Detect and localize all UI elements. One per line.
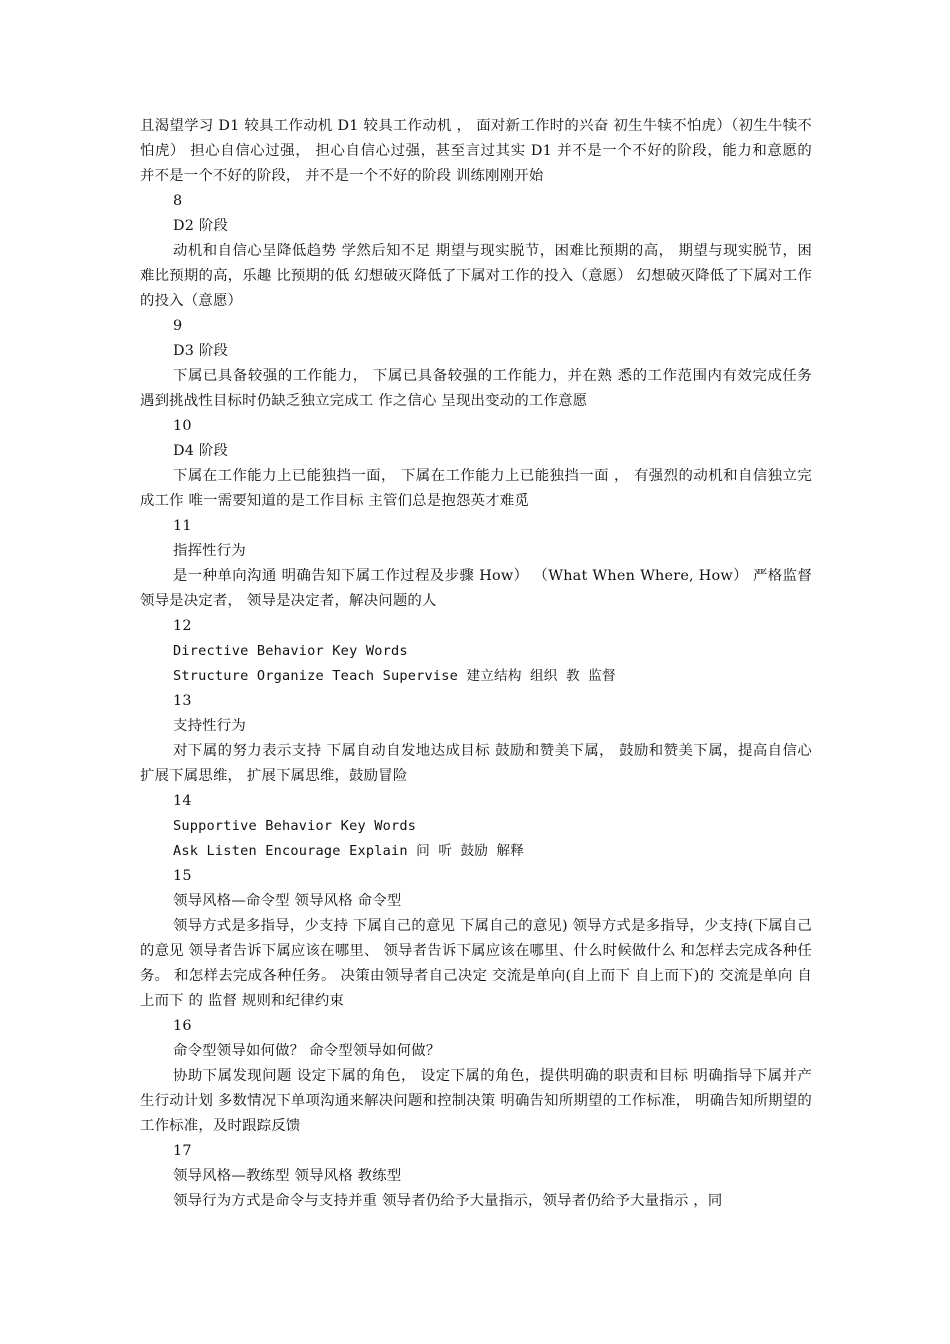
keywords-line: Structure Organize Teach Supervise 建立结构 组织 教 监督 [173,668,616,684]
section-heading: 领导风格—教练型 领导风格 教练型 [173,1168,402,1184]
slide-number: 12 [173,618,192,634]
slide-number: 9 [173,318,183,334]
paragraph: 领导行为方式是命令与支持并重 领导者仍给予大量指示，领导者仍给予大量指示 ，同 [173,1193,723,1209]
section-heading: D3 阶段 [173,343,229,359]
slide-number: 13 [173,693,192,709]
slide-number: 11 [173,518,192,534]
keywords-line: Ask Listen Encourage Explain 问 听 鼓励 解释 [173,843,525,859]
paragraph-continued: 且渴望学习 D1 较具工作动机 D1 较具工作动机 ， 面对新工作时的兴奋 初生牛犊不怕虎）（初生牛犊不怕虎） 担心自信心过强， 担心自信心过强，甚至言过其实 D1 并不是一个不好的阶段，能力和意愿的 并不是一个不好的阶段， 并不是一个不好的阶段 训练刚刚开始 [140,118,817,184]
section-heading: D4 阶段 [173,443,229,459]
section-heading: D2 阶段 [173,218,229,234]
paragraph: 对下属的努力表示支持 下属自动自发地达成目标 鼓励和赞美下属， 鼓励和赞美下属，提高自信心 扩展下属思维， 扩展下属思维，鼓励冒险 [140,743,817,784]
document-page [140,114,817,1214]
paragraph: 协助下属发现问题 设定下属的角色， 设定下属的角色，提供明确的职责和目标 明确指导下属并产生行动计划 多数情况下单项沟通来解决问题和控制决策 明确告知所期望的工作标准， 明确告知所期望的工作标准，及时跟踪反馈 [140,1068,812,1134]
section-heading: 领导风格—命令型 领导风格 命令型 [173,893,402,909]
slide-number: 8 [173,193,183,209]
slide-number: 15 [173,868,192,884]
section-heading: 命令型领导如何做？ 命令型领导如何做？ [173,1043,441,1059]
slide-number: 16 [173,1018,192,1034]
slide-number: 14 [173,793,192,809]
paragraph: 领导方式是多指导，少支持 下属自己的意见 下属自己的意见) 领导方式是多指导，少支持(下属自己的意见 领导者告诉下属应该在哪里、 领导者告诉下属应该在哪里、什么时候做什么 和怎样去完成各种任务。 和怎样去完成各种任务。 决策由领导者自己决定 交流是单向(自上而下 自上而下)的 交流是单向 自上而下 的 监督 规则和纪律约束 [140,918,812,1009]
slide-number: 17 [173,1143,192,1159]
paragraph: 是一种单向沟通 明确告知下属工作过程及步骤 How） （What When Where, How） 严格监督 领导是决定者， 领导是决定者，解决问题的人 [140,568,817,609]
section-heading: 指挥性行为 [173,543,246,559]
paragraph: 下属在工作能力上已能独挡一面， 下属在工作能力上已能独挡一面 ， 有强烈的动机和自信独立完成工作 唯一需要知道的是工作目标 主管们总是抱怨英才难觅 [140,468,812,509]
slide-number: 10 [173,418,192,434]
paragraph: 下属已具备较强的工作能力， 下属已具备较强的工作能力，并在熟 悉的工作范围内有效完成任务 遇到挑战性目标时仍缺乏独立完成工 作之信心 呈现出变动的工作意愿 [140,368,817,409]
keywords-heading: Supportive Behavior Key Words [173,818,417,834]
keywords-heading: Directive Behavior Key Words [173,643,408,659]
paragraph: 动机和自信心呈降低趋势 学然后知不足 期望与现实脱节，困难比预期的高， 期望与现实脱节，困难比预期的高，乐趣 比预期的低 幻想破灭降低了下属对工作的投入（意愿） 幻想破灭降低了下属对工作的投入（意愿） [140,243,812,309]
section-heading: 支持性行为 [173,718,246,734]
